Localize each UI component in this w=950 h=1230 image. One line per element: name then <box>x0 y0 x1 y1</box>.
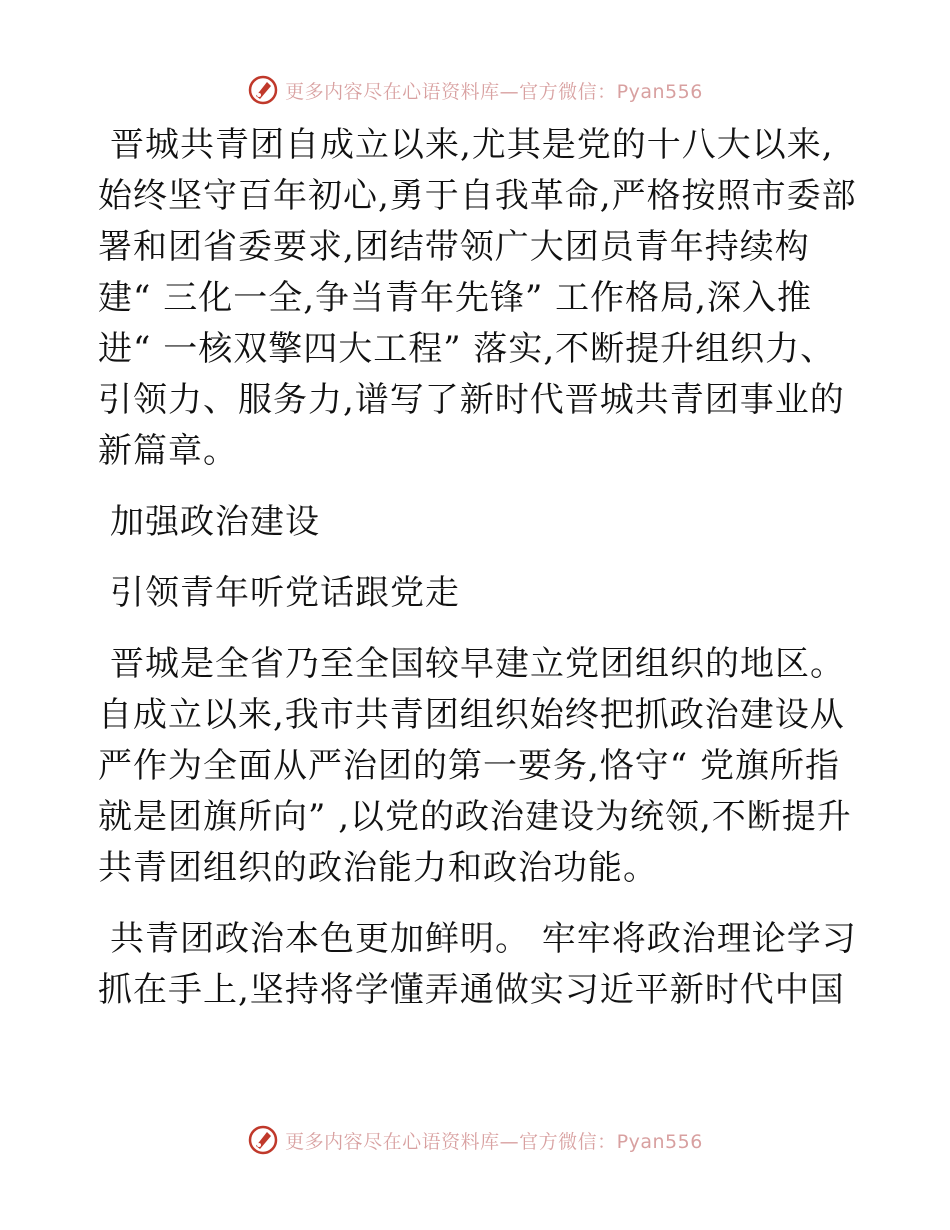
section-heading: 加强政治建设 <box>110 502 320 542</box>
section-subheading: 引领青年听党话跟党走 <box>110 573 460 613</box>
paragraph-intro: 晋城共青团自成立以来,尤其是党的十八大以来,始终坚守百年初心,勇于自我革命,严格按照市委部署和团省委要求,团结带领广大团员青年持续构建“ 三化一全,争当青年先锋” 工作格局,深入推进“ 一核双擎四大工程” 落实,不断提升组织力、引领力、服务力,谱写了新时代晋城共青团事业的新篇章。 <box>98 125 857 471</box>
footer-watermark-banner <box>0 1122 950 1158</box>
document-body <box>98 120 858 1036</box>
paragraph-history: 晋城是全省乃至全国较早建立党团组织的地区。自成立以来,我市共青团组织始终把抓政治建设从严作为全面从严治团的第一要务,恪守“ 党旗所指就是团旗所向” ,以党的政治建设为统领,不断提升共青团组织的政治能力和政治功能。 <box>98 644 852 888</box>
watermark-text: 更多内容尽在心语资料库—官方微信：Pyan556 <box>285 80 703 103</box>
pen-nib-logo-icon <box>247 74 279 106</box>
pen-nib-logo-icon <box>247 1124 279 1156</box>
header-watermark-banner <box>0 72 950 108</box>
paragraph-political: 共青团政治本色更加鲜明。 牢牢将政治理论学习抓在手上,坚持将学懂弄通做实习近平新时代中国 <box>98 919 857 1010</box>
watermark-text: 更多内容尽在心语资料库—官方微信：Pyan556 <box>285 1130 703 1153</box>
